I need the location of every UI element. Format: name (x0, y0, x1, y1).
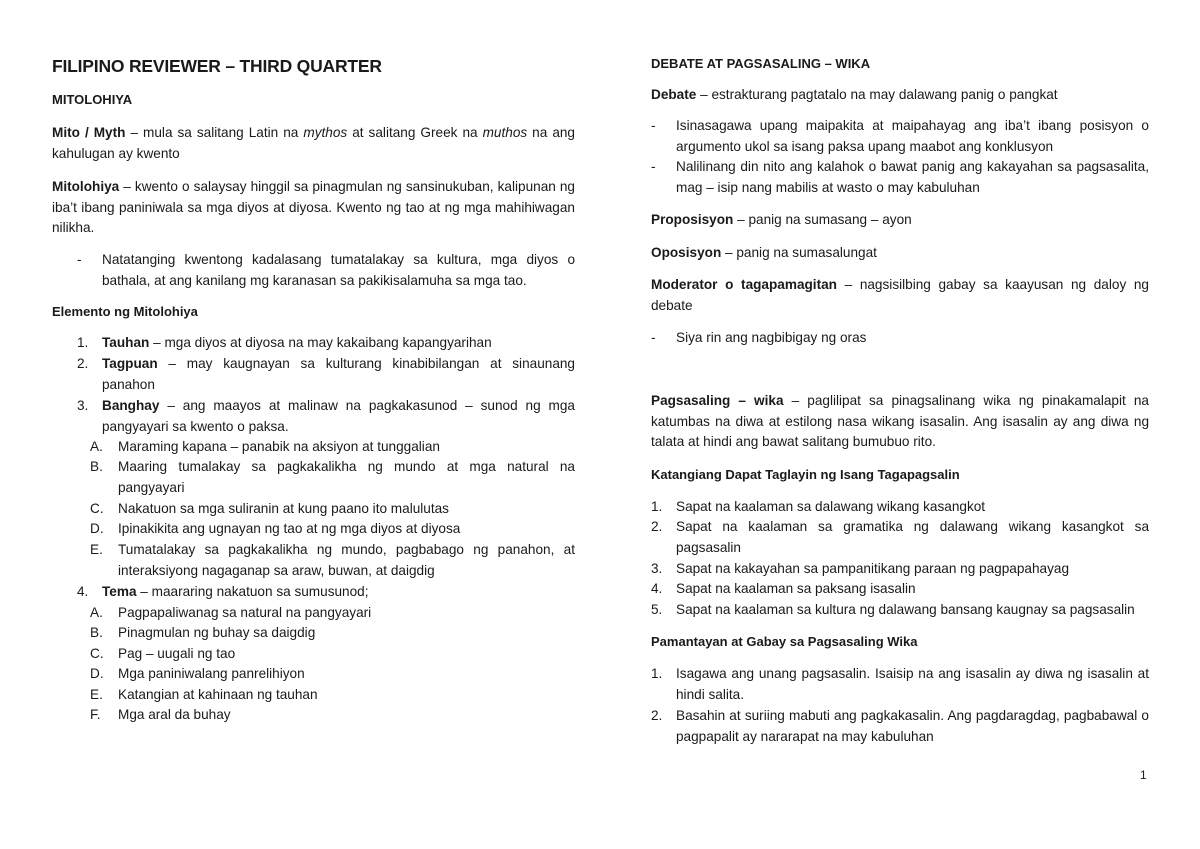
katangian-heading: Katangiang Dapat Taglayin ng Isang Tagapagsalin (651, 467, 960, 482)
term-mito: Mito / Myth (52, 125, 126, 140)
section-heading-mitolohiya: MITOLOHIYA (52, 92, 133, 107)
section-heading-debate: DEBATE AT PAGSASALING – WIKA (651, 56, 871, 71)
definition-pagsasaling-wika: Pagsasaling – wika – paglilipat sa pinagsalinang wika ng pinakamalapit na katumbas na diwa at estilong nasa wikang isasalin. Ang isasalin ay ang diwa ng talata at hindi ang bawat salitang bumubuo rito. (651, 393, 1149, 449)
term-mitolohiya: Mitolohiya (52, 179, 120, 194)
elemento-heading: Elemento ng Mitolohiya (52, 304, 198, 319)
pamantayan-heading: Pamantayan at Gabay sa Pagsasaling Wika (651, 634, 918, 649)
definition-mitolohiya: Mitolohiya – kwento o salaysay hinggil sa pinagmulan ng sansinukuban, kalipunan ng iba’t ibang paniniwala sa mga diyos at diyosa. Kwento ng tao at ng mga mahihiwagan nilikha. (52, 179, 575, 235)
definition-moderator: Moderator o tagapamagitan – nagsisilbing gabay sa kaayusan ng daloy ng debate (651, 277, 1149, 313)
definition-mito: Mito / Myth – mula sa salitang Latin na mythos at salitang Greek na muthos na ang kahulugan ay kwento (52, 125, 575, 161)
definition-proposisyon: Proposisyon – panig na sumasang – ayon (651, 212, 912, 227)
document-title: FILIPINO REVIEWER – THIRD QUARTER (52, 56, 382, 76)
definition-oposisyon: Oposisyon – panig na sumasalungat (651, 245, 877, 260)
definition-debate: Debate – estrakturang pagtatalo na may dalawang panig o pangkat (651, 87, 1058, 102)
page-number: 1 (1140, 768, 1147, 782)
